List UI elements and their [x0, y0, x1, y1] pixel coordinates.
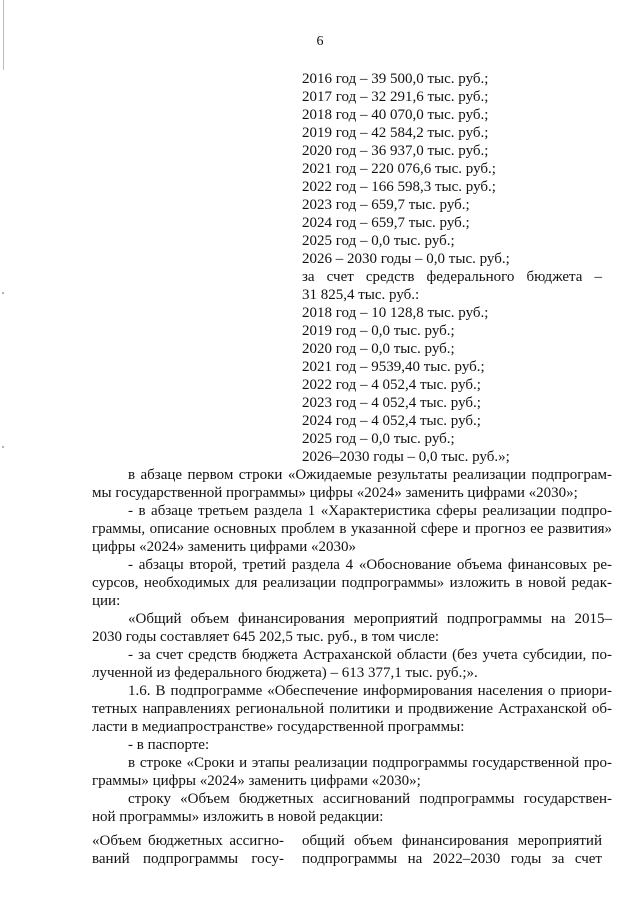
funding-line: 2022 год – 166 598,3 тыс. руб.;: [302, 179, 496, 195]
funding-line: 2020 год – 36 937,0 тыс. руб.;: [302, 143, 489, 159]
table-right-cell-line: подпрограммы на 2022–2030 годы за счет: [302, 851, 602, 867]
table-right-cell-line: общий объем финансирования мероприятий: [302, 833, 602, 849]
funding-line: 2022 год – 4 052,4 тыс. руб.;: [302, 377, 481, 393]
body-line: граммы» цифры «2024» заменить цифрами «2030»;: [92, 773, 421, 789]
funding-line: 2019 год – 0,0 тыс. руб.;: [302, 323, 455, 339]
body-line: - абзацы второй, третий раздела 4 «Обоснование объема финансовых ре-: [128, 557, 612, 573]
funding-line: 2020 год – 0,0 тыс. руб.;: [302, 341, 455, 357]
body-line: - в паспорте:: [128, 737, 210, 753]
funding-line: 2019 год – 42 584,2 тыс. руб.;: [302, 125, 489, 141]
body-line: граммы, описание основных проблем в указанной сфере и прогноз ее развития»: [92, 521, 612, 537]
funding-line: 2024 год – 659,7 тыс. руб.;: [302, 215, 470, 231]
body-line: «Общий объем финансирования мероприятий подпрограммы на 2015–: [128, 611, 612, 627]
page-number: 6: [316, 34, 324, 49]
funding-line: 2023 год – 659,7 тыс. руб.;: [302, 197, 470, 213]
funding-line: 2026 – 2030 годы – 0,0 тыс. руб.;: [302, 251, 510, 267]
funding-line: 2023 год – 4 052,4 тыс. руб.;: [302, 395, 481, 411]
funding-line: 2025 год – 0,0 тыс. руб.;: [302, 233, 455, 249]
body-line: ной программы» изложить в новой редакции:: [92, 809, 384, 825]
scan-speck: [2, 446, 4, 448]
funding-line: 2025 год – 0,0 тыс. руб.;: [302, 431, 455, 447]
body-line: ласти в медиапространстве» государственной программы:: [92, 719, 465, 735]
funding-line: 2016 год – 39 500,0 тыс. руб.;: [302, 71, 489, 87]
body-line: ции:: [92, 593, 121, 609]
federal-budget-line: за счет средств федерального бюджета –: [302, 269, 602, 285]
funding-line: 31 825,4 тыс. руб.:: [302, 287, 420, 303]
body-line: 2030 годы составляет 645 202,5 тыс. руб., в том числе:: [92, 629, 440, 645]
funding-line: 2017 год – 32 291,6 тыс. руб.;: [302, 89, 489, 105]
body-line: сурсов, необходимых для реализации подпрограммы» изложить в новой редак-: [92, 575, 612, 591]
body-line: цифры «2024» заменить цифрами «2030»: [92, 539, 356, 555]
funding-line: 2018 год – 40 070,0 тыс. руб.;: [302, 107, 489, 123]
funding-line: 2021 год – 220 076,6 тыс. руб.;: [302, 161, 496, 177]
funding-line: 2024 год – 4 052,4 тыс. руб.;: [302, 413, 481, 429]
body-line: в абзаце первом строки «Ожидаемые результаты реализации подпрограм-: [128, 467, 612, 483]
scan-speck: [2, 292, 4, 294]
body-line: - за счет средств бюджета Астраханской области (без учета субсидии, по-: [128, 647, 612, 663]
table-left-cell-line: ваний подпрограммы госу-: [92, 851, 284, 867]
body-line: строку «Объем бюджетных ассигнований подпрограммы государствен-: [128, 791, 612, 807]
body-line: 1.6. В подпрограмме «Обеспечение информирования населения о приори-: [128, 683, 612, 699]
body-line: тетных направлениях региональной политики и продвижение Астраханской об-: [92, 701, 612, 717]
funding-line: 2026–2030 годы – 0,0 тыс. руб.»;: [302, 449, 510, 465]
body-line: в строке «Сроки и этапы реализации подпрограммы государственной про-: [128, 755, 612, 771]
table-left-cell-line: «Объем бюджетных ассигно-: [92, 833, 284, 849]
body-line: мы государственной программы» цифры «2024» заменить цифрами «2030»;: [92, 485, 578, 501]
body-line: лученной из федерального бюджета) – 613 377,1 тыс. руб.;».: [92, 665, 478, 681]
body-line: - в абзаце третьем раздела 1 «Характеристика сферы реализации подпро-: [128, 503, 612, 519]
funding-line: 2018 год – 10 128,8 тыс. руб.;: [302, 305, 489, 321]
funding-line: 2021 год – 9539,40 тыс. руб.;: [302, 359, 485, 375]
